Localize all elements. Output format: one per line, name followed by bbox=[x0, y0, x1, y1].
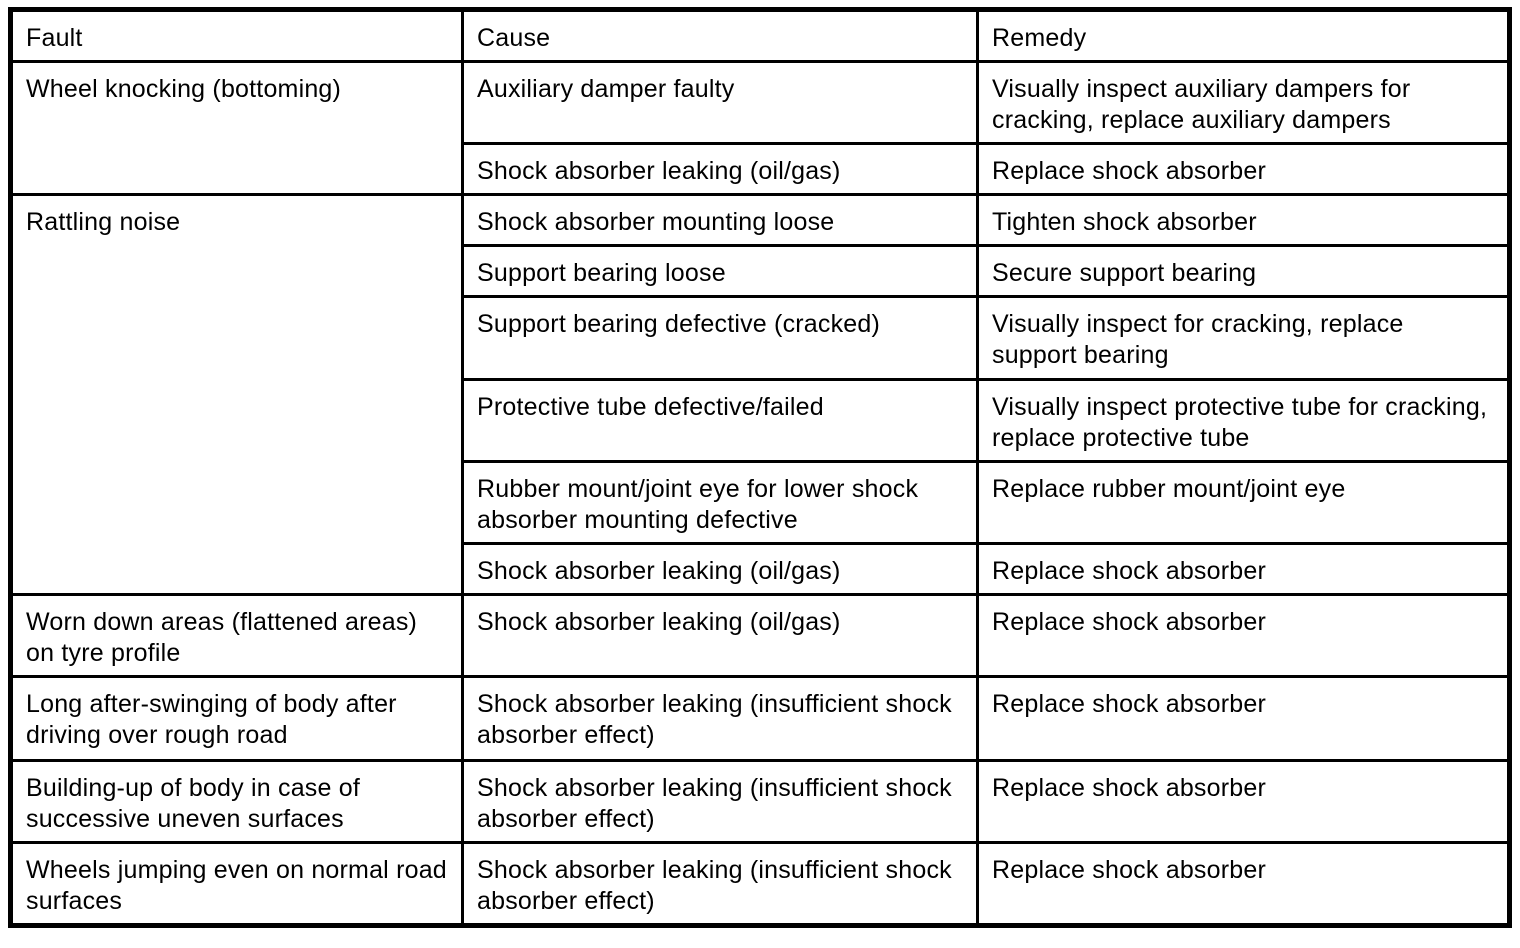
cause-cell: Shock absorber leaking (oil/gas) bbox=[463, 595, 978, 677]
remedy-cell: Replace shock absorber bbox=[978, 144, 1510, 195]
header-row bbox=[11, 10, 1510, 62]
cause-cell: Auxiliary damper faulty bbox=[463, 62, 978, 144]
table-row bbox=[11, 843, 1510, 926]
cause-cell: Support bearing defective (cracked) bbox=[463, 297, 978, 380]
table-row bbox=[11, 761, 1510, 843]
cause-cell: Support bearing loose bbox=[463, 246, 978, 297]
header-remedy: Remedy bbox=[978, 10, 1510, 62]
remedy-cell: Replace shock absorber bbox=[978, 677, 1510, 761]
fault-cell: Worn down areas (flattened areas) on tyre profile bbox=[11, 595, 463, 677]
fault-cell: Rattling noise bbox=[11, 195, 463, 595]
cause-cell: Protective tube defective/failed bbox=[463, 380, 978, 462]
fault-cell: Building-up of body in case of successive uneven surfaces bbox=[11, 761, 463, 843]
fault-cell: Wheel knocking (bottoming) bbox=[11, 62, 463, 195]
table-row bbox=[11, 62, 1510, 144]
header-fault: Fault bbox=[11, 10, 463, 62]
remedy-cell: Tighten shock absorber bbox=[978, 195, 1510, 246]
cause-cell: Shock absorber leaking (insufficient shock absorber effect) bbox=[463, 677, 978, 761]
troubleshooting-table bbox=[8, 7, 1512, 928]
remedy-cell: Replace shock absorber bbox=[978, 761, 1510, 843]
remedy-cell: Replace shock absorber bbox=[978, 595, 1510, 677]
cause-cell: Rubber mount/joint eye for lower shock absorber mounting defective bbox=[463, 462, 978, 544]
cause-cell: Shock absorber leaking (insufficient shock absorber effect) bbox=[463, 843, 978, 926]
remedy-cell: Replace shock absorber bbox=[978, 544, 1510, 595]
fault-cell: Long after-swinging of body after driving over rough road bbox=[11, 677, 463, 761]
remedy-cell: Replace shock absorber bbox=[978, 843, 1510, 926]
header-cause: Cause bbox=[463, 10, 978, 62]
table-row bbox=[11, 677, 1510, 761]
cause-cell: Shock absorber leaking (oil/gas) bbox=[463, 144, 978, 195]
remedy-cell: Secure support bearing bbox=[978, 246, 1510, 297]
cause-cell: Shock absorber leaking (oil/gas) bbox=[463, 544, 978, 595]
remedy-cell: Replace rubber mount/joint eye bbox=[978, 462, 1510, 544]
cause-cell: Shock absorber leaking (insufficient shock absorber effect) bbox=[463, 761, 978, 843]
remedy-cell: Visually inspect auxiliary dampers for cracking, replace auxiliary dampers bbox=[978, 62, 1510, 144]
table-row bbox=[11, 595, 1510, 677]
remedy-cell: Visually inspect for cracking, replace support bearing bbox=[978, 297, 1510, 380]
fault-cell: Wheels jumping even on normal road surfaces bbox=[11, 843, 463, 926]
remedy-cell: Visually inspect protective tube for cracking, replace protective tube bbox=[978, 380, 1510, 462]
table-row bbox=[11, 195, 1510, 246]
cause-cell: Shock absorber mounting loose bbox=[463, 195, 978, 246]
